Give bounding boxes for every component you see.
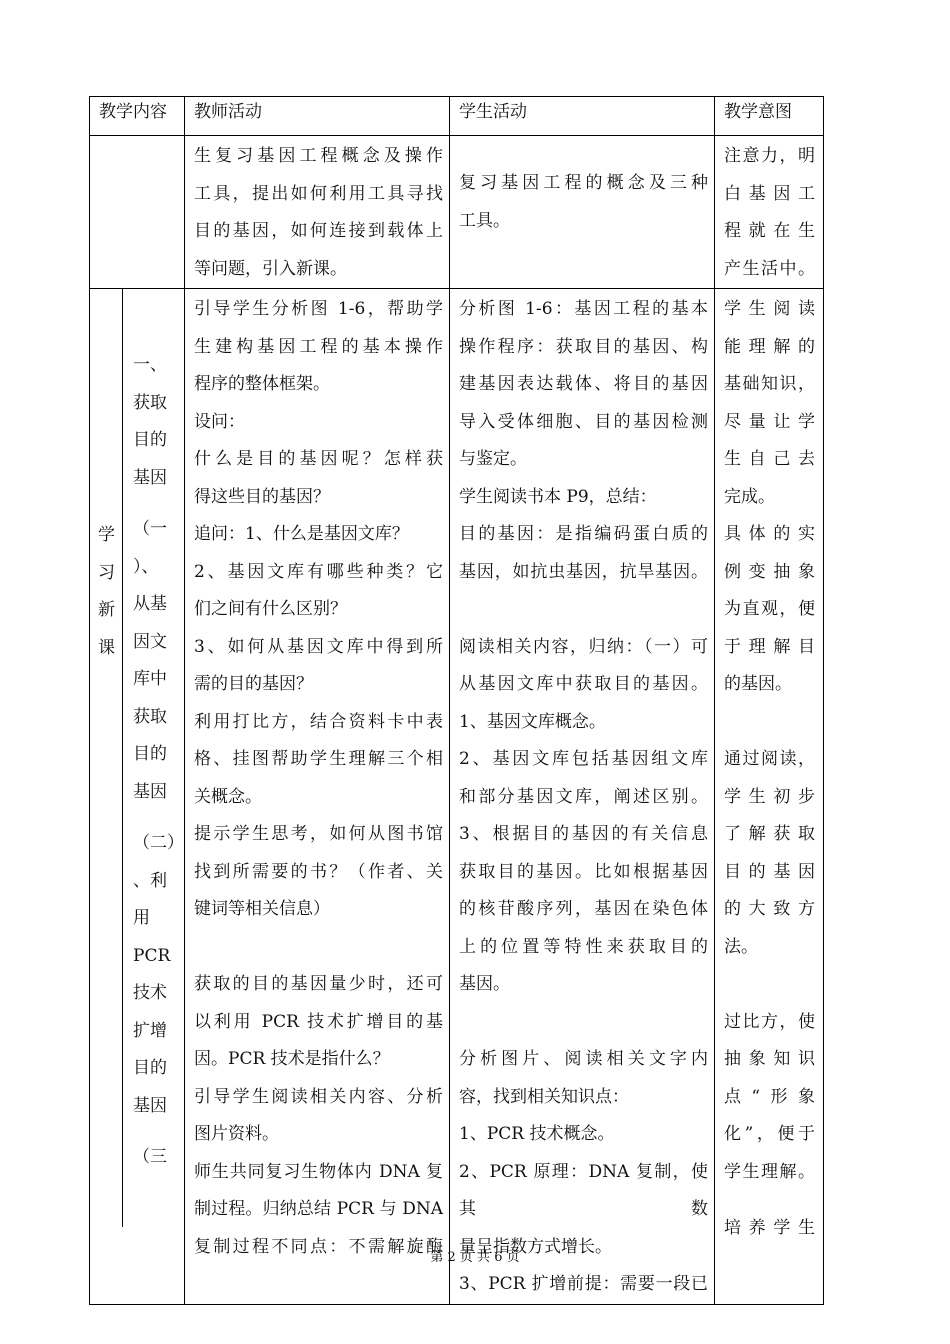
teaching-intent-text: 学生阅读 能理解的 基础知识， 尽量让学 生自己去 完成。 具体的实 例变抽象 为直观，便 于理解目 的基因。 通过阅读， 学生初步 了解获取 目的基因 的大致方 法。 过比方，使 抽象知识 点“形象 化”，便于 学生理解。 培养学生 [724,299,815,1238]
lesson-plan-table [89,96,824,1305]
section-column [90,289,123,1227]
header-teaching-intent: 教学意图 [715,97,824,136]
intro-student-text: 复习基因工程的概念及三种 工具。 [459,173,708,231]
section-label: 学 习 新 课 [98,525,115,658]
student-activity-text: 分析图 1-6：基因工程的基本 操作程序：获取目的基因、构 建基因表达载体、将目的基因 导入受体细胞、目的基因检测 与鉴定。 学生阅读书本 P9，总结： 目的基因：是指编码蛋白质的 基因，如抗虫基因，抗旱基因。 阅读相关内容，归纳：（一）可 从基因文库中获取目的基因。 1、基因文库概念。 2、基因文库包括基因组文库 和部分基因文库，阐述区别。 3、根据目的基因的有关信息 获取目的基因。比如根据基因 的核苷酸序列，基因在染色体 上的位置等特性来获取目的 基因。 分析图片、阅读相关文字内 容，找到相关知识点： 1、PCR 技术概念。 2、PCR 原理：DNA 复制，使其数 量呈指数方式增长。 3、PCR 扩增前提：需要一段已 [459,299,708,1294]
subsection-label: 一、 获取 目的 基因 （一 ）、 从基 因文 库中 获取 目的 基因 （二） 、利 用 PCR 技术 扩增 目的 基因 （三 [133,355,184,1167]
new-lesson-student-cell [450,289,715,1305]
content-split [90,289,184,1227]
new-lesson-teacher-cell [185,289,450,1305]
subsection-column [123,289,184,1227]
page-number-footer: 第 2 页 共 6 页 [430,1250,520,1265]
table-header-row [90,97,824,136]
intro-content-cell [90,136,185,289]
intro-teacher-cell [185,136,450,289]
intro-student-cell [450,136,715,289]
intro-intent-cell [715,136,824,289]
new-lesson-intent-cell [715,289,824,1305]
new-lesson-content-cell [90,289,185,1305]
table-row-intro [90,136,824,289]
table-row-new-lesson [90,289,824,1305]
intro-teacher-text: 生复习基因工程概念及操作 工具，提出如何利用工具寻找 目的基因，如何连接到载体上 等问题，引入新课。 [194,146,443,279]
intro-intent-text: 注意力，明 白基因工 程就在生 产生活中。 [724,146,815,279]
header-content: 教学内容 [90,97,185,136]
teacher-activity-text: 引导学生分析图 1-6，帮助学 生建构基因工程的基本操作 程序的整体框架。 设问： 什么是目的基因呢？怎样获 得这些目的基因？ 追问：1、什么是基因文库？ 2、基因文库有哪些种类？它 们之间有什么区别？ 3、如何从基因文库中得到所 需的目的基因？ 利用打比方，结合资料卡中表 格、挂图帮助学生理解三个相 关概念。 提示学生思考，如何从图书馆 找到所需要的书？（作者、关 键词等相关信息） 获取的目的基因量少时，还可 以利用 PCR 技术扩增目的基 因。PCR 技术是指什么？ 引导学生阅读相关内容、分析 图片资料。 师生共同复习生物体内 DNA 复 制过程。归纳总结 PCR 与 DNA 复制过程不同点：不需解旋酶 [194,299,443,1257]
header-teacher-activity: 教师活动 [185,97,450,136]
header-student-activity: 学生活动 [450,97,715,136]
